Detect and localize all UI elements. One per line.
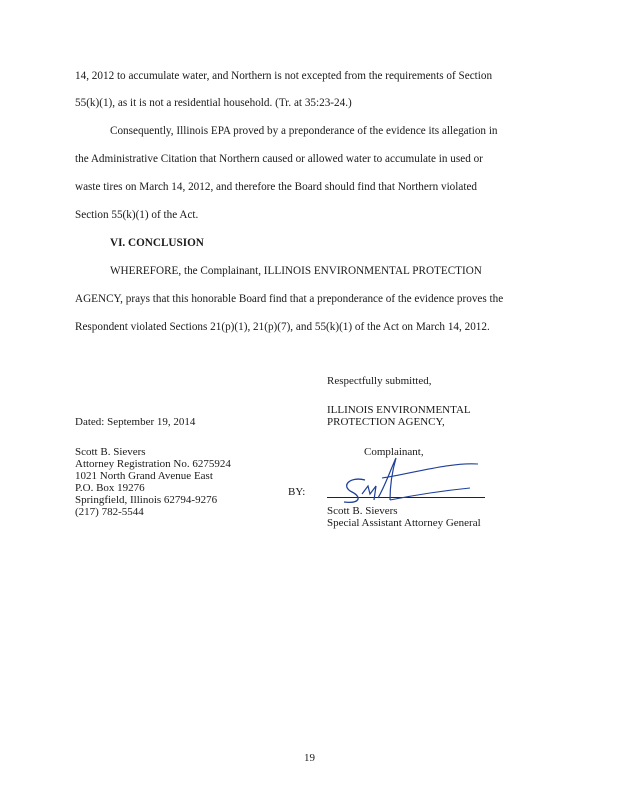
date-line: Dated: September 19, 2014 [75,416,196,428]
agency-name-line: PROTECTION AGENCY, [327,416,445,428]
conclusion-text-line: WHEREFORE, the Complainant, ILLINOIS ENVIRONMENTAL PROTECTION [110,265,482,277]
body-text-line: 55(k)(1), as it is not a residential household. (Tr. at 35:23-24.) [75,97,352,109]
address-name: Scott B. Sievers [75,446,146,458]
respectfully-submitted: Respectfully submitted, [327,375,432,387]
handwritten-signature [330,448,480,508]
address-registration: Attorney Registration No. 6275924 [75,458,231,470]
address-po-box: P.O. Box 19276 [75,482,145,494]
address-city: Springfield, Illinois 62794-9276 [75,494,218,506]
body-text-line: Section 55(k)(1) of the Act. [75,209,199,221]
agency-name-line: ILLINOIS ENVIRONMENTAL [327,404,471,416]
signer-name: Scott B. Sievers [327,505,398,517]
signer-title: Special Assistant Attorney General [327,517,481,529]
address-street: 1021 North Grand Avenue East [75,470,213,482]
body-text-line: Consequently, Illinois EPA proved by a preponderance of the evidence its allegation in [110,125,498,137]
page-number: 19 [304,752,315,764]
conclusion-text-line: Respondent violated Sections 21(p)(1), 21(p)(7), and 55(k)(1) of the Act on March 14, 2012. [75,321,490,333]
address-phone: (217) 782-5544 [75,506,144,518]
body-text-line: waste tires on March 14, 2012, and therefore the Board should find that Northern violated [75,181,478,193]
section-heading: VI. CONCLUSION [110,237,204,249]
body-text-line: the Administrative Citation that Northern caused or allowed water to accumulate in used or [75,153,483,165]
body-text-line: 14, 2012 to accumulate water, and Northern is not excepted from the requirements of Section [75,70,493,82]
conclusion-text-line: AGENCY, prays that this honorable Board find that a preponderance of the evidence proves the [75,293,504,305]
by-label: BY: [288,486,306,498]
complainant-label: Complainant, [364,446,424,458]
